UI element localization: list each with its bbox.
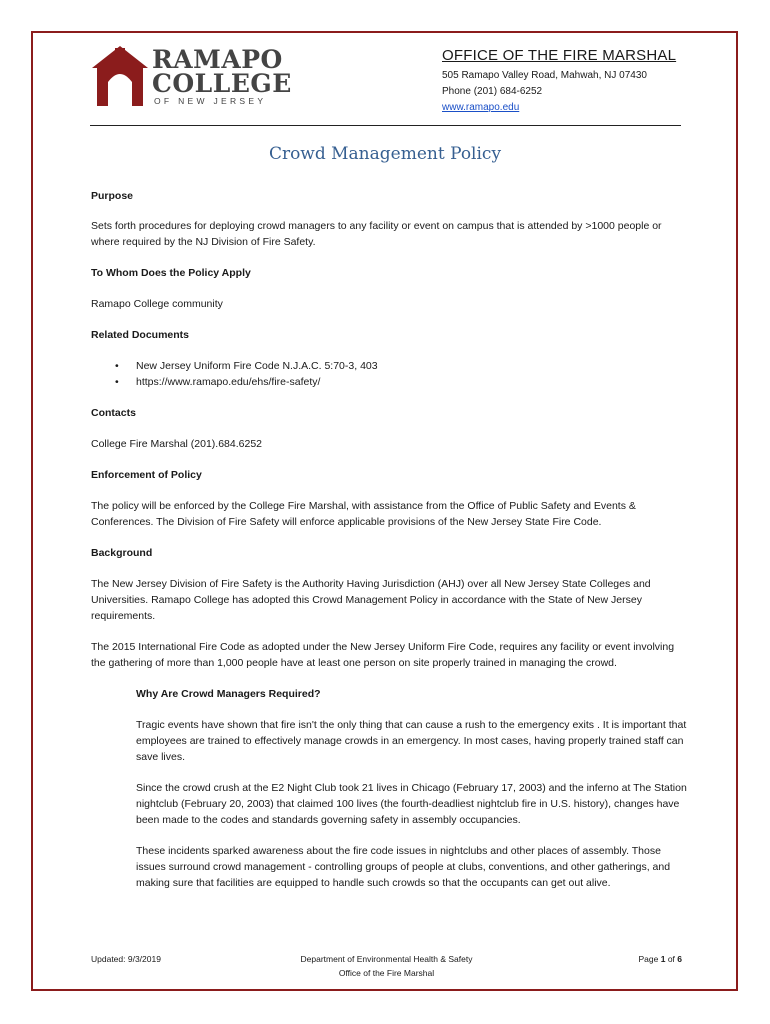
header-divider <box>90 125 681 126</box>
related-documents-list <box>91 358 687 390</box>
policy-body <box>91 188 687 891</box>
footer-page-number <box>639 952 683 966</box>
whom-heading: To Whom Does the Policy Apply <box>91 267 251 279</box>
office-website-link[interactable]: www.ramapo.edu <box>442 102 520 113</box>
related-documents-heading: Related Documents <box>91 329 190 341</box>
footer-department-line-1: Department of Environmental Health & Safety <box>300 954 473 964</box>
document-title: Crowd Management Policy <box>268 144 502 164</box>
enforcement-heading: Enforcement of Policy <box>91 469 202 481</box>
footer-department-line-2: Office of the Fire Marshal <box>338 968 435 978</box>
archway-logo-icon <box>92 46 148 106</box>
office-header <box>442 47 682 116</box>
page-of: of <box>665 954 678 964</box>
contacts-heading: Contacts <box>91 407 136 419</box>
page-current: 1 <box>660 954 666 964</box>
logo-text-ramapo: RAMAPO <box>152 45 283 74</box>
why-paragraph-3: These incidents sparked awareness about the fire code issues in nightclubs and other places of assembly. Those issues surround crowd management - controlling groups of people at clubs, conventions, and other gatherings, and making sure that facilities are equipped to handle such crowds so that the occupants can get out alive. <box>136 845 671 889</box>
page-footer <box>91 952 682 984</box>
background-paragraph-1: The New Jersey Division of Fire Safety is the Authority Having Jurisdiction (AHJ) over all New Jersey State Colleges and Universities. Ramapo College has adopted this Crowd Management Policy in accordance with the State of New Jersey requirements. <box>91 578 651 622</box>
page-prefix: Page <box>638 954 661 964</box>
list-item[interactable]: • https://www.ramapo.edu/ehs/fire-safety/ <box>91 374 687 390</box>
office-phone: Phone (201) 684-6252 <box>442 86 543 97</box>
why-crowd-managers-heading: Why Are Crowd Managers Required? <box>136 688 321 700</box>
purpose-text: Sets forth procedures for deploying crowd managers to any facility or event on campus that is attended by >1000 people or where required by the NJ Division of Fire Safety. <box>91 220 662 248</box>
enforcement-text: The policy will be enforced by the College Fire Marshal, with assistance from the Office of Public Safety and Events & Conferences. The Division of Fire Safety will enforce applicable provisions of the New Jersey State Fire Code. <box>91 500 636 528</box>
background-heading: Background <box>91 547 153 559</box>
contacts-text: College Fire Marshal (201).684.6252 <box>91 438 263 450</box>
office-address: 505 Ramapo Valley Road, Mahwah, NJ 07430 <box>442 70 647 81</box>
why-paragraph-2: Since the crowd crush at the E2 Night Club took 21 lives in Chicago (February 17, 2003) and the inferno at The Station nightclub (February 20, 2003) that claimed 100 lives (the fourth-deadliest nightclub fire in U.S. history), changes have been made to the codes and standards governing safety in assembly occupancies. <box>136 782 687 826</box>
office-title: OFFICE OF THE FIRE MARSHAL <box>442 47 677 64</box>
background-paragraph-2: The 2015 International Fire Code as adopted under the New Jersey Uniform Fire Code, requires any facility or event involving the gathering of more than 1,000 people have at least one person on site properly trained in managing the crowd. <box>91 641 675 669</box>
why-paragraph-1: Tragic events have shown that fire isn't the only thing that can cause a rush to the emergency exits . It is important that employees are trained to effectively manage crowds in an emergency. In most cases, having properly trained staff can save lives. <box>136 719 687 763</box>
logo-text-of-new-jersey: OF NEW JERSEY <box>154 96 267 106</box>
footer-updated-date: Updated: 9/3/2019 <box>91 954 161 964</box>
purpose-heading: Purpose <box>91 190 134 202</box>
logo-text-college: COLLEGE <box>152 69 292 98</box>
list-item: • New Jersey Uniform Fire Code N.J.A.C. 5:70-3, 403 <box>91 358 687 374</box>
ramapo-college-logo <box>92 45 292 108</box>
page-total: 6 <box>677 954 682 964</box>
footer-department <box>91 952 682 980</box>
whom-text: Ramapo College community <box>91 298 223 310</box>
